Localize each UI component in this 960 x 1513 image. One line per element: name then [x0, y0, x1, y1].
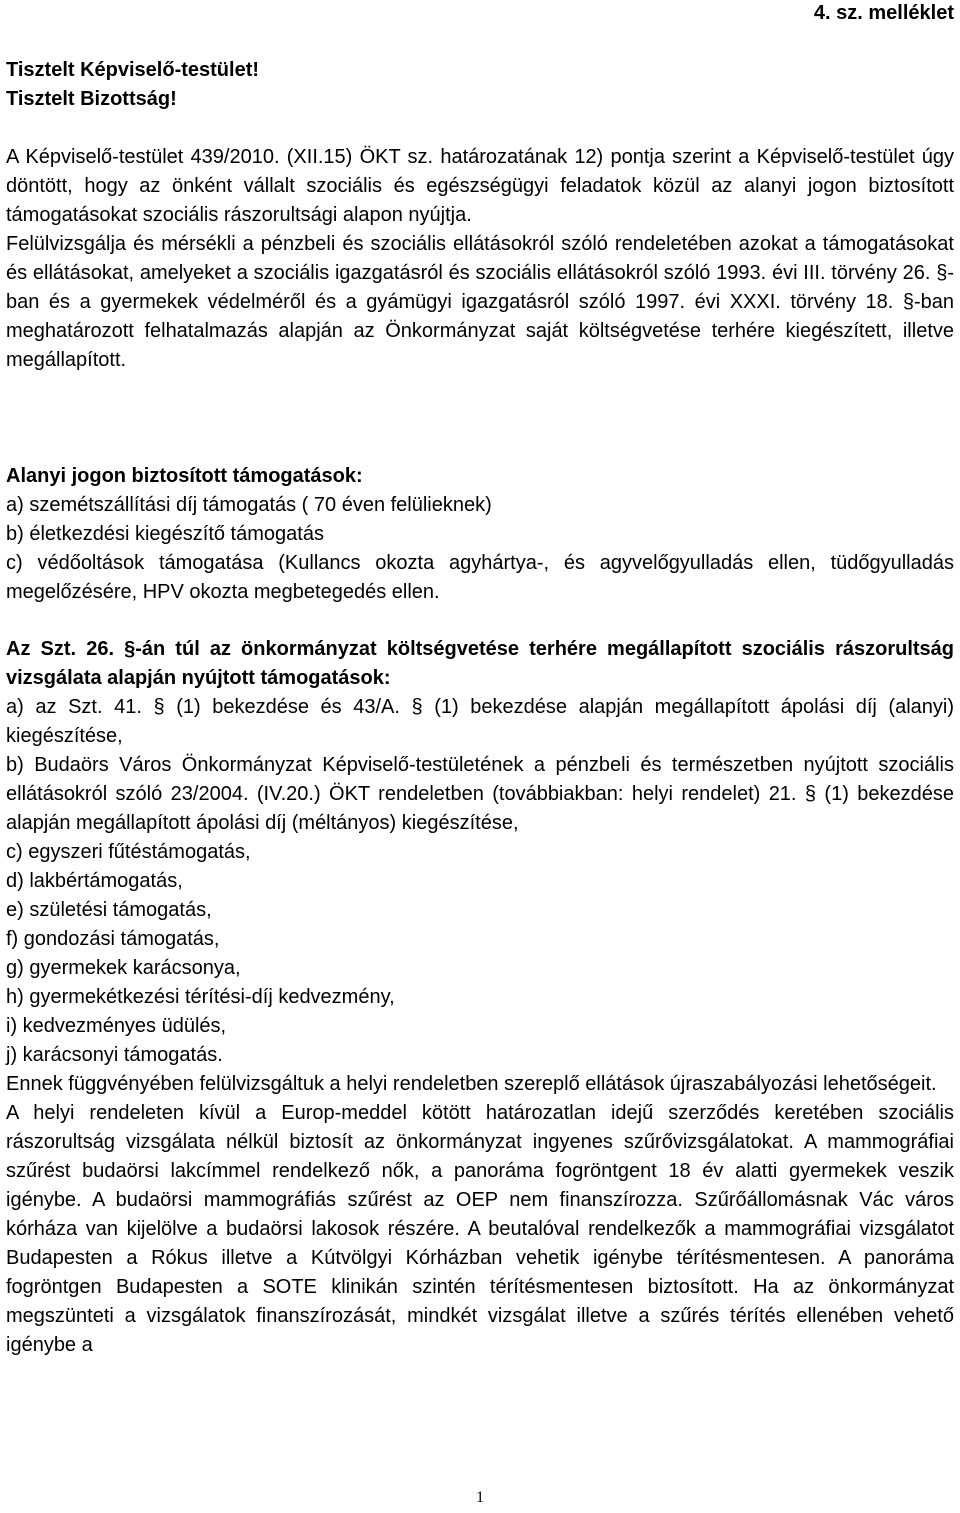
page-number: 1 — [476, 1489, 484, 1506]
section-basic-support — [6, 462, 954, 607]
salutation-line: Tisztelt Képviselő-testület! — [6, 59, 260, 81]
paragraph: A helyi rendeleten kívül a Europ-meddel kötött határozatlan idejű szerződés keretében szociális rászorultság vizsgálata nélkül biztosít az önkormányzat ingyenes szűrővizsgálatokat. A mammográfiai szűrést budaörsi lakcímmel rendelkező nők, a panoráma fogröntgent 18 év alatti gyermekek veszik igénybe. A budaörsi mammográfiás szűrést az OEP nem finanszírozza. Szűrőállomásnak Vác város kórháza van kijelölve a budaörsi lakosok részére. A beutalóval rendelkezők a mammográfiai vizsgálatot Budapesten a Rókus illetve a Kútvölgyi Kórházban vehetik igénybe térítésmentesen. A panoráma fogröntgen Budapesten a SOTE klinikán szintén térítésmentesen biztosított. Ha az önkormányzat megszünteti a vizsgálatok finanszírozását, mindkét vizsgálat illetve a szűrés térítés ellenében vehető igénybe a — [6, 1102, 954, 1356]
list-item: c) védőoltások támogatása (Kullancs okozta agyhártya-, és agyvelőgyulladás ellen, tüdőgyulladás megelőzésére, HPV okozta megbetegedés ellen. — [6, 552, 954, 603]
section-title: Az Szt. 26. §-án túl az önkormányzat költségvetése terhére megállapított szociális rászorultság vizsgálata alapján nyújtott támogatások: — [6, 638, 954, 689]
list-item: f) gondozási támogatás, — [6, 928, 220, 950]
list-item: a) szemétszállítási díj támogatás ( 70 éven felülieknek) — [6, 494, 492, 516]
paragraph: Ennek függvényében felülvizsgáltuk a helyi rendeletben szereplő ellátások újraszabályozási lehetőségeit. — [6, 1073, 937, 1095]
list-item: a) az Szt. 41. § (1) bekezdése és 43/A. § (1) bekezdése alapján megállapított ápolási díj (alanyi) kiegészítése, — [6, 696, 954, 747]
intro-paragraph: A Képviselő-testület 439/2010. (XII.15) ÖKT sz. határozatának 12) pontja szerint a Képviselő-testület úgy döntött, hogy az önként vállalt szociális és egészségügyi feladatok közül az alanyi jogon biztosított támogatásokat szociális rászorultsági alapon nyújtja. — [6, 146, 954, 226]
list-item: c) egyszeri fűtéstámogatás, — [6, 841, 251, 863]
list-item: e) születési támogatás, — [6, 899, 212, 921]
body-text — [6, 143, 954, 375]
section-title: Alanyi jogon biztosított támogatások: — [6, 465, 363, 487]
list-item: b) életkezdési kiegészítő támogatás — [6, 523, 324, 545]
list-item: d) lakbértámogatás, — [6, 870, 183, 892]
review-paragraph: Felülvizsgálja és mérsékli a pénzbeli és szociális ellátásokról szóló rendeletében azokat a támogatásokat és ellátásokat, amelyeket a szociális igazgatásról és szociális ellátásokról szóló 1993. évi III. törvény 26. §-ban és a gyermekek védelméről és a gyámügyi igazgatásról szóló 1997. évi XXXI. törvény 18. §-ban meghatározott felhatalmazás alapján az Önkormányzat saját költségvetése terhére kiegészített, illetve megállapított. — [6, 233, 954, 371]
list-item: i) kedvezményes üdülés, — [6, 1015, 227, 1037]
list-item: b) Budaörs Város Önkormányzat Képviselő-testületének a pénzbeli és természetben nyújtott szociális ellátásokról szóló 23/2004. (IV.20.) ÖKT rendeletben (továbbiakban: helyi rendelet) 21. § (1) bekezdése alapján megállapított ápolási díj (méltányos) kiegészítése, — [6, 754, 954, 834]
list-item: g) gyermekek karácsonya, — [6, 957, 241, 979]
list-item: h) gyermekétkezési térítési-díj kedvezmény, — [6, 986, 395, 1008]
annex-label: 4. sz. melléklet — [813, 2, 954, 24]
salutation-line: Tisztelt Bizottság! — [6, 88, 177, 110]
section-needs-based-support — [6, 635, 954, 1360]
salutation — [6, 56, 954, 114]
list-item: j) karácsonyi támogatás. — [6, 1044, 223, 1066]
